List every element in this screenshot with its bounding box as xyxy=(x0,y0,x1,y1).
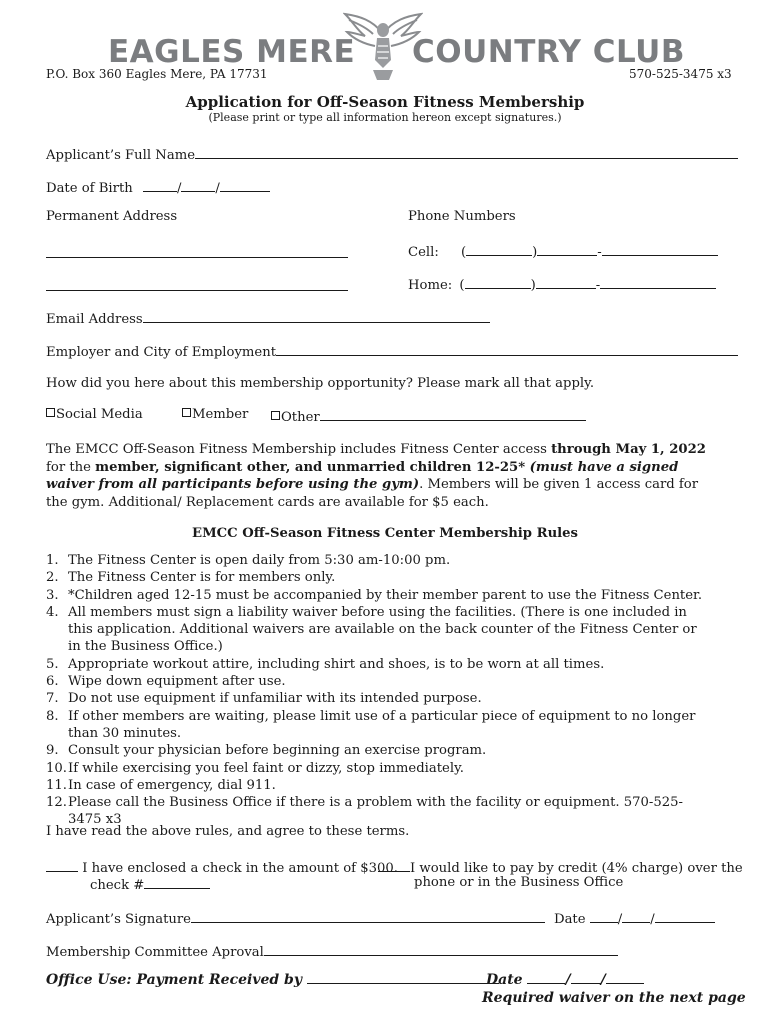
office-date-label: Date xyxy=(486,972,523,988)
home-row: Home: ( ) - xyxy=(408,275,716,293)
employer-field[interactable] xyxy=(276,342,738,356)
form-subtitle: (Please print or type all information hereon except signatures.) xyxy=(208,111,562,124)
rules-list xyxy=(46,552,711,829)
dob-month-field[interactable] xyxy=(143,178,177,192)
cell-number-field[interactable] xyxy=(602,242,718,256)
office-use-row xyxy=(46,970,499,988)
dob-day-field[interactable] xyxy=(181,178,215,192)
credit-option-text: I would like to pay by credit (4% charge) over the xyxy=(410,861,743,876)
email-field[interactable] xyxy=(143,309,490,323)
office-date-day-field[interactable] xyxy=(571,970,601,984)
full-name-row xyxy=(46,145,738,163)
rule-text: Please call the Business Office if there is a problem with the facility or equipment. 570-525-3475 x3 xyxy=(68,795,684,828)
credit-option-text-2: phone or in the Business Office xyxy=(414,875,624,890)
check-number-row xyxy=(90,875,210,893)
rule-number: 5. xyxy=(46,656,59,672)
rule-text: The Fitness Center is for members only. xyxy=(68,570,336,586)
signature-field[interactable] xyxy=(191,909,545,923)
option-member-label: Member xyxy=(192,407,249,422)
rule-number: 10. xyxy=(46,760,67,776)
rule-text: The Fitness Center is open daily from 5:30 am-10:00 pm. xyxy=(68,553,451,568)
office-date-row: Date / / xyxy=(486,970,644,988)
rule-text: *Children aged 12-15 must be accompanied by their member parent to use the Fitness Center. xyxy=(68,587,703,603)
option-social-media-label: Social Media xyxy=(56,407,143,422)
office-use-field[interactable] xyxy=(307,970,499,984)
rule-item xyxy=(46,760,711,777)
rule-text: Wipe down equipment after use. xyxy=(68,674,286,690)
credit-option-mark-field[interactable] xyxy=(378,858,410,872)
rule-text: If other members are waiting, please limit use of a particular piece of equipment to no longer than 30 minutes. xyxy=(68,708,696,741)
office-date-year-field[interactable] xyxy=(606,970,644,984)
home-prefix-field[interactable] xyxy=(536,275,596,289)
description-waiver-note: (must have a signed waiver from all participants before using the gym) xyxy=(46,459,679,492)
full-name-field[interactable] xyxy=(195,145,738,159)
rule-text: Consult your physician before beginning an exercise program. xyxy=(68,743,487,759)
rule-text: Do not use equipment if unfamiliar with its intended purpose. xyxy=(68,691,482,707)
description-date: through May 1, 2022 xyxy=(551,442,706,457)
signature-date-year-field[interactable] xyxy=(655,909,715,923)
rule-number: 8. xyxy=(46,708,59,724)
logo-text-right: COUNTRY CLUB xyxy=(412,34,685,70)
club-address: P.O. Box 360 Eagles Mere, PA 17731 xyxy=(46,67,268,81)
rule-item xyxy=(46,587,711,604)
office-date-month-field[interactable] xyxy=(527,970,565,984)
dob-row: Date of Birth / / xyxy=(46,178,270,196)
rules-heading: EMCC Off-Season Fitness Center Membership Rules xyxy=(192,526,578,541)
club-phone: 570-525-3475 x3 xyxy=(629,67,732,81)
logo-text-left: EAGLES MERE xyxy=(108,34,356,70)
rule-item xyxy=(46,742,711,759)
rule-item xyxy=(46,708,711,743)
rule-item xyxy=(46,569,711,586)
rule-number: 7. xyxy=(46,691,59,707)
rule-number: 6. xyxy=(46,674,59,690)
description-text: The EMCC Off-Season Fitness Membership includes Fitness Center access xyxy=(46,442,552,457)
rule-item xyxy=(46,673,711,690)
checkbox-icon[interactable] xyxy=(182,408,191,417)
phone-label: Phone Numbers xyxy=(408,209,516,224)
description-text: . Members will be given 1 access card for the gym. Additional/ Replacement cards are available for $5 each. xyxy=(46,477,699,510)
email-label: Email Address xyxy=(46,312,143,327)
signature-row xyxy=(46,909,545,927)
full-name-label: Applicant’s Full Name xyxy=(46,148,196,163)
signature-date-label: Date xyxy=(554,912,586,927)
email-row xyxy=(46,309,490,327)
rule-number: 9. xyxy=(46,743,59,759)
option-other-label: Other xyxy=(281,410,320,425)
rule-item xyxy=(46,690,711,707)
home-label: Home: xyxy=(408,278,453,293)
cell-prefix-field[interactable] xyxy=(537,242,597,256)
membership-description xyxy=(46,441,708,511)
dob-year-field[interactable] xyxy=(220,178,270,192)
signature-label: Applicant’s Signature xyxy=(46,912,191,927)
cell-area-field[interactable] xyxy=(466,242,532,256)
check-option-text: I have enclosed a check in the amount of $300. xyxy=(82,861,399,876)
employer-row xyxy=(46,342,738,360)
signature-date-row: Date / / xyxy=(554,909,715,927)
address-line-1[interactable] xyxy=(46,244,348,262)
dob-label: Date of Birth xyxy=(46,181,133,196)
home-number-field[interactable] xyxy=(600,275,716,289)
rule-text: All members must sign a liability waiver before using the facilities. (There is one included in this application. Additional waivers are available on the back counter of the Fitness Center or in the Business Office.) xyxy=(68,604,697,655)
option-member[interactable] xyxy=(182,407,248,422)
rule-number: 11. xyxy=(46,777,67,793)
check-option-mark-field[interactable] xyxy=(46,858,78,872)
form-title: Application for Off-Season Fitness Membership xyxy=(185,93,585,111)
eagle-logo-icon xyxy=(343,10,423,84)
checkbox-icon[interactable] xyxy=(46,408,55,417)
rule-item xyxy=(46,604,711,656)
cell-label: Cell: xyxy=(408,245,439,260)
agreement-statement: I have read the above rules, and agree to these terms. xyxy=(46,824,410,839)
cell-row: Cell: ( ) - xyxy=(408,242,718,260)
rule-item xyxy=(46,552,711,569)
signature-date-month-field[interactable] xyxy=(590,909,618,923)
address-line-2[interactable] xyxy=(46,277,348,295)
description-text: for the xyxy=(46,459,96,475)
waiver-note: Required waiver on the next page xyxy=(482,990,746,1006)
rule-number: 12. xyxy=(46,795,67,811)
rule-text: If while exercising you feel faint or dizzy, stop immediately. xyxy=(68,760,464,776)
checkbox-icon[interactable] xyxy=(271,411,280,420)
description-eligibility: member, significant other, and unmarried children 12-25* xyxy=(95,459,526,475)
credit-option xyxy=(378,858,743,876)
rule-item xyxy=(46,656,711,673)
rule-number: 1. xyxy=(46,553,59,568)
rule-number: 2. xyxy=(46,570,59,586)
rule-number: 3. xyxy=(46,587,59,603)
office-use-label: Office Use: Payment Received by xyxy=(46,972,302,988)
other-field[interactable] xyxy=(320,407,586,421)
hear-question: How did you here about this membership opportunity? Please mark all that apply. xyxy=(46,376,595,391)
home-area-field[interactable] xyxy=(465,275,531,289)
rule-item xyxy=(46,777,711,794)
committee-row xyxy=(46,942,618,960)
option-social-media[interactable] xyxy=(46,407,143,422)
employer-label: Employer and City of Employment xyxy=(46,345,277,360)
rule-text: In case of emergency, dial 911. xyxy=(68,777,276,793)
address-label: Permanent Address xyxy=(46,209,178,224)
check-number-label: check # xyxy=(90,878,145,893)
rule-text: Appropriate workout attire, including shirt and shoes, is to be worn at all times. xyxy=(68,656,605,672)
check-option xyxy=(46,858,398,876)
rule-number: 4. xyxy=(46,604,59,620)
option-other[interactable] xyxy=(271,407,586,425)
signature-date-day-field[interactable] xyxy=(622,909,650,923)
check-number-field[interactable] xyxy=(144,875,210,889)
committee-field[interactable] xyxy=(264,942,618,956)
committee-label: Membership Committee Aproval xyxy=(46,945,264,960)
